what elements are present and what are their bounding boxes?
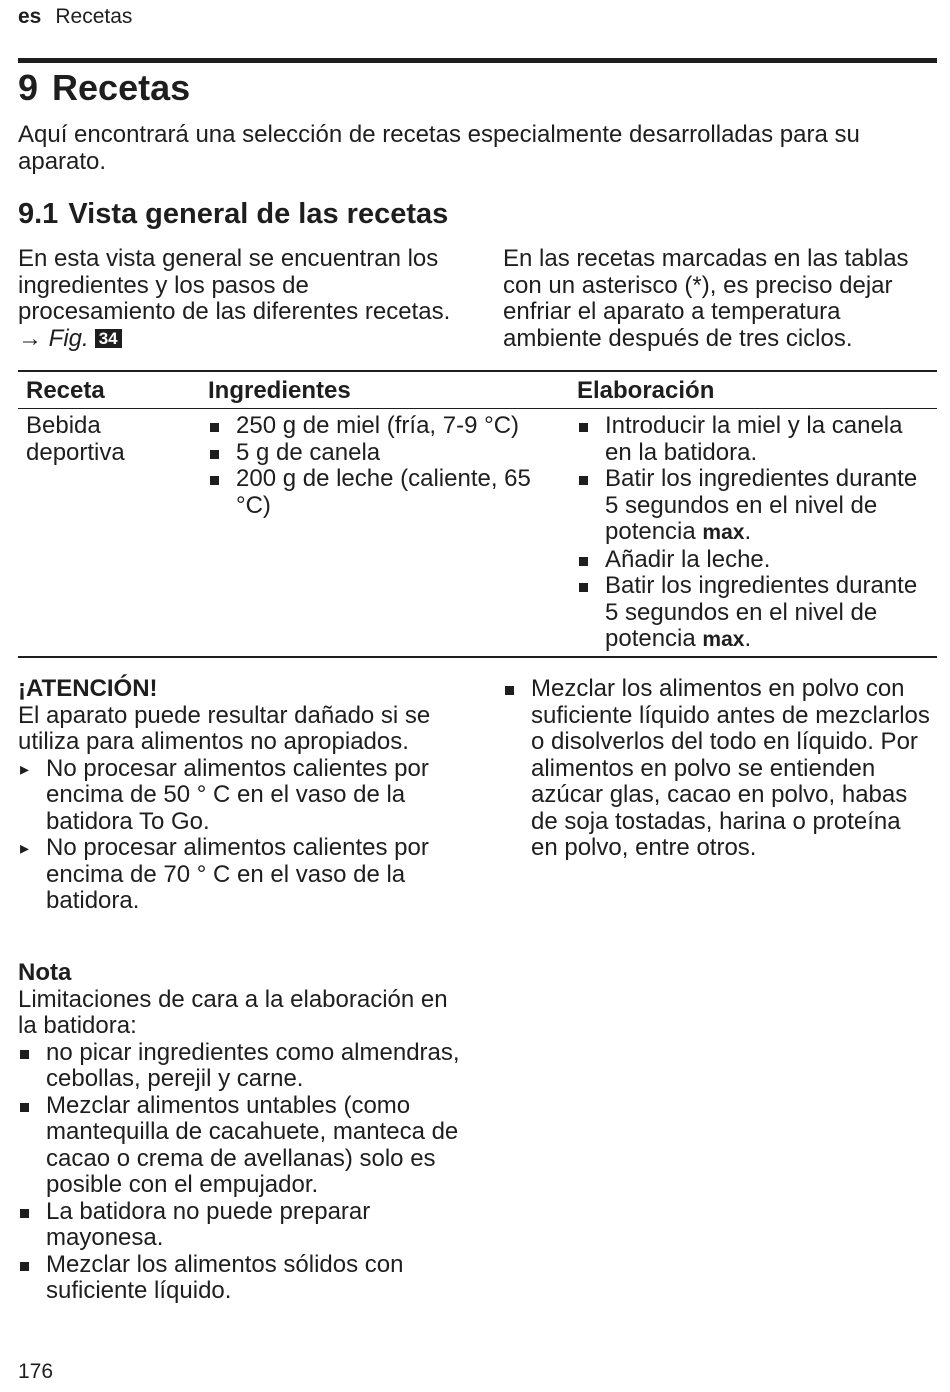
header-elaboracion: Elaboración xyxy=(577,377,715,404)
powder-item: Mezclar los alimentos en polvo con suficiente líquido antes de mezclarlos o disolverlos del todo en líquido. Por alimentos en polvo se entienden azúcar glas, cacao en polvo, habas de soja tostadas, harina o proteína en polvo, entre otros. xyxy=(503,676,933,862)
note-item: Mezclar alimentos untables (como mantequilla de cacahuete, manteca de cacao o crema de avellanas) solo es posible con el empujador. xyxy=(18,1093,468,1199)
overview-left-text: En esta vista general se encuentran los ingredientes y los pasos de procesamiento de las diferentes recetas. xyxy=(18,245,451,325)
warning-text: El aparato puede resultar dañado si se utiliza para alimentos no apropiados. xyxy=(18,701,431,755)
table-row xyxy=(18,409,937,656)
subsection-number: 9.1 xyxy=(18,198,59,230)
step-item: Introducir la miel y la canela en la batidora. xyxy=(577,413,922,466)
note-item: no picar ingredientes como almendras, cebollas, perejil y carne. xyxy=(18,1040,468,1093)
subsection-title xyxy=(18,196,448,232)
page-header xyxy=(18,5,132,29)
figure-reference[interactable] xyxy=(18,325,122,352)
header-section: Recetas xyxy=(55,5,133,28)
recipe-table xyxy=(18,370,937,658)
warning-title: ¡ATENCIÓN! xyxy=(18,675,158,702)
ingredients-cell xyxy=(208,413,570,519)
header-receta: Receta xyxy=(26,377,105,404)
warning-item: ▸ No procesar alimentos calientes por encima de 50 ° C en el vaso de la batidora To Go. xyxy=(18,756,458,836)
chapter-title xyxy=(18,66,190,110)
overview-right: En las recetas marcadas en las tablas con un asterisco (*), es preciso dejar enfriar el aparato a temperatura ambiente después de tres ciclos. xyxy=(503,245,909,352)
step-item: Añadir la leche. xyxy=(577,547,922,574)
overview-left xyxy=(18,246,468,352)
chapter-number: 9 xyxy=(18,67,39,108)
note-title: Nota xyxy=(18,959,72,986)
power-level-max: max xyxy=(702,521,745,544)
ingredient-item: 5 g de canela xyxy=(208,440,570,467)
subsection-title-text: Vista general de las recetas xyxy=(68,198,449,230)
recipe-name: Bebida deportiva xyxy=(26,412,125,466)
power-level-max: max xyxy=(702,628,745,651)
steps-cell xyxy=(577,413,922,654)
ingredient-item: 250 g de miel (fría, 7-9 °C) xyxy=(208,413,570,440)
note-item: Mezclar los alimentos sólidos con suficiente líquido. xyxy=(18,1252,468,1305)
language-code: es xyxy=(18,5,42,28)
note-text: Limitaciones de cara a la elaboración en la batidora: xyxy=(18,985,448,1039)
page-number: 176 xyxy=(18,1360,54,1383)
note-block xyxy=(18,960,468,1305)
figure-number-badge: 34 xyxy=(95,329,122,348)
note-item: La batidora no puede preparar mayonesa. xyxy=(18,1199,468,1252)
warning-item: ▸ No procesar alimentos calientes por encima de 70 ° C en el vaso de la batidora. xyxy=(18,835,458,915)
powder-note xyxy=(503,676,933,862)
warning-block xyxy=(18,676,458,915)
step-item: Batir los ingredientes durante 5 segundos en el nivel de potencia max. xyxy=(577,573,922,654)
header-rule xyxy=(18,58,937,63)
figure-label: Fig. xyxy=(48,324,89,352)
header-ingredientes: Ingredientes xyxy=(208,377,351,404)
chapter-title-text: Recetas xyxy=(52,67,191,108)
step-item: Batir los ingredientes durante 5 segundos en el nivel de potencia max. xyxy=(577,466,922,547)
intro-text: Aquí encontrará una selección de recetas especialmente desarrolladas para su aparato. xyxy=(18,121,860,175)
table-header-row xyxy=(18,372,937,409)
ingredient-item: 200 g de leche (caliente, 65 °C) xyxy=(208,466,570,519)
arrow-icon: → xyxy=(18,324,42,352)
